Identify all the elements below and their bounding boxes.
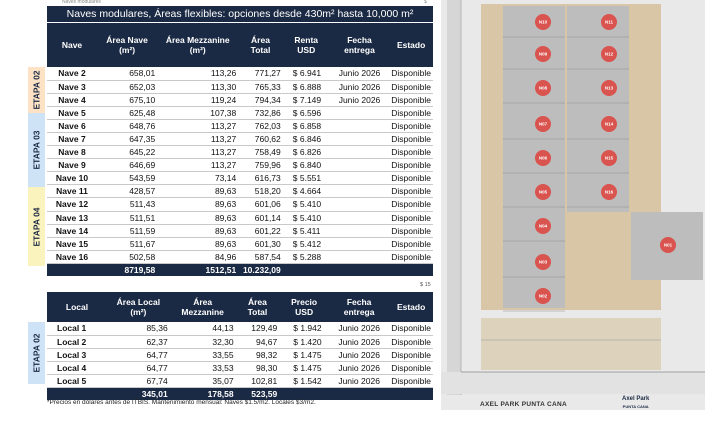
total-cell: 10.232,09 — [238, 263, 283, 276]
table-cell: $ 4.664 — [283, 185, 330, 198]
table-cell: Local 3 — [47, 348, 107, 361]
total-cell: 8719,58 — [97, 263, 157, 276]
svg-text:N07: N07 — [538, 121, 548, 127]
total-cell: 1512,51 — [157, 263, 238, 276]
footnote: *Precios en dólares antes de ITBIS. Mantenimiento mensual: Naves $1.5/m2. Locales $3/m2. — [47, 399, 316, 406]
total-cell — [389, 387, 433, 400]
table-cell: Nave 14 — [47, 224, 97, 237]
table-cell — [330, 172, 390, 185]
total-cell: 523,59 — [236, 387, 280, 400]
table-cell: Nave 3 — [47, 80, 97, 93]
table-row — [47, 93, 433, 106]
table-cell: Junio 2026 — [329, 322, 389, 335]
table-cell: 35,07 — [170, 374, 236, 387]
table-cell: 428,57 — [97, 185, 157, 198]
table-cell: Nave 11 — [47, 185, 97, 198]
svg-text:N12: N12 — [604, 51, 614, 57]
block-left — [503, 6, 565, 308]
table-cell — [330, 211, 390, 224]
table-cell: 616,73 — [238, 172, 283, 185]
table-row — [47, 198, 433, 211]
table-cell: Nave 2 — [47, 67, 97, 80]
table-cell: 113,27 — [157, 146, 238, 159]
table-cell: $ 6.941 — [283, 67, 330, 80]
table-cell: Disponible — [389, 211, 433, 224]
table-cell: 33,53 — [170, 361, 236, 374]
total-cell — [47, 387, 107, 400]
table-row — [47, 119, 433, 132]
locales-table — [47, 292, 433, 400]
table-cell — [330, 250, 390, 263]
unit-marker-n10 — [535, 14, 551, 30]
table-cell: 587,54 — [238, 250, 283, 263]
unit-marker-n05 — [535, 184, 551, 200]
table-cell: Local 1 — [47, 322, 107, 335]
table-cell — [330, 106, 390, 119]
unit-marker-n02 — [535, 288, 551, 304]
unit-marker-n16 — [601, 184, 617, 200]
unit-marker-n09 — [535, 46, 551, 62]
svg-text:N10: N10 — [538, 19, 548, 25]
table-cell: $ 5.410 — [283, 211, 330, 224]
table-cell: 647,35 — [97, 132, 157, 145]
totals-row — [47, 387, 433, 400]
table-cell: 113,26 — [157, 67, 238, 80]
table-row — [47, 185, 433, 198]
table-cell: Disponible — [389, 224, 433, 237]
table-cell: Junio 2026 — [329, 335, 389, 348]
table-cell: 94,67 — [236, 335, 280, 348]
axel-park-logo — [622, 396, 649, 410]
table-cell: 107,38 — [157, 106, 238, 119]
table-cell: Disponible — [389, 172, 433, 185]
table-cell: $ 1.475 — [279, 348, 329, 361]
table-cell: $ 1.942 — [279, 322, 329, 335]
table-cell: 732,86 — [238, 106, 283, 119]
site-plan — [441, 0, 705, 410]
svg-text:N09: N09 — [538, 51, 548, 57]
col-header-estado: Estado — [389, 23, 433, 67]
table-cell: Disponible — [389, 185, 433, 198]
table-cell: 759,96 — [238, 159, 283, 172]
table-cell: 84,96 — [157, 250, 238, 263]
etapa-label-04: ETAPA 04 — [28, 187, 45, 266]
table-cell: Disponible — [389, 146, 433, 159]
table-cell: $ 1.542 — [279, 374, 329, 387]
table-cell: Nave 15 — [47, 237, 97, 250]
unit-marker-n08 — [535, 80, 551, 96]
table-cell: Junio 2026 — [330, 80, 390, 93]
table-cell: 601,06 — [238, 198, 283, 211]
svg-text:N05: N05 — [538, 189, 548, 195]
table-cell: 102,81 — [236, 374, 280, 387]
table-cell: 129,49 — [236, 322, 280, 335]
col-header-renta: Renta USD — [283, 23, 330, 67]
table-cell: Local 4 — [47, 361, 107, 374]
table-cell: Nave 10 — [47, 172, 97, 185]
table-cell: 625,48 — [97, 106, 157, 119]
table-cell: Junio 2026 — [330, 67, 390, 80]
svg-text:N16: N16 — [604, 189, 614, 195]
table-cell: $ 5.412 — [283, 237, 330, 250]
col-header-area-nave: Área Nave (m²) — [97, 23, 157, 67]
col-header-area-mezzanine: Área Mezzanine (m²) — [157, 23, 238, 67]
table-cell: 89,63 — [157, 185, 238, 198]
table-cell: Disponible — [389, 348, 433, 361]
table-cell: Disponible — [389, 374, 433, 387]
table-cell: Disponible — [389, 198, 433, 211]
page-title: Naves modulares, Áreas flexibles: opciones desde 430m² hasta 10,000 m² — [47, 6, 433, 22]
table-cell: Disponible — [389, 93, 433, 106]
site-plan-drawing — [441, 0, 705, 410]
table-cell: 64,77 — [107, 361, 170, 374]
table-cell: 113,27 — [157, 159, 238, 172]
unit-marker-n03 — [535, 254, 551, 270]
table-cell: Disponible — [389, 106, 433, 119]
unit-marker-n11 — [601, 14, 617, 30]
table-cell: $ 1.420 — [279, 335, 329, 348]
table-cell: 794,34 — [238, 93, 283, 106]
table-cell: 652,03 — [97, 80, 157, 93]
table-cell: 760,62 — [238, 132, 283, 145]
table-row — [47, 348, 433, 361]
table-cell: Disponible — [389, 361, 433, 374]
table-row — [47, 172, 433, 185]
table-cell: Disponible — [389, 159, 433, 172]
table-cell: Disponible — [389, 322, 433, 335]
table-cell: 762,03 — [238, 119, 283, 132]
table-cell: Local 2 — [47, 335, 107, 348]
table-cell: 119,24 — [157, 93, 238, 106]
table-cell: Disponible — [389, 119, 433, 132]
etapa-label-03: ETAPA 03 — [28, 113, 45, 187]
svg-text:N04: N04 — [538, 223, 548, 229]
total-cell: 345,01 — [107, 387, 170, 400]
unit-marker-n01 — [660, 237, 676, 253]
table-cell: 502,58 — [97, 250, 157, 263]
col-header-nave: Nave — [47, 23, 97, 67]
table-cell: $ 5.410 — [283, 198, 330, 211]
table-row — [47, 159, 433, 172]
table-cell: 85,36 — [107, 322, 170, 335]
svg-text:N03: N03 — [538, 259, 548, 265]
table-cell: Disponible — [389, 250, 433, 263]
svg-text:N02: N02 — [538, 293, 548, 299]
table-cell: 64,77 — [107, 348, 170, 361]
table-cell: 89,63 — [157, 211, 238, 224]
table-row — [47, 106, 433, 119]
tiny-header-mark: $ — [424, 0, 427, 5]
table-cell: Junio 2026 — [330, 93, 390, 106]
table-cell: Nave 12 — [47, 198, 97, 211]
svg-text:N13: N13 — [604, 85, 614, 91]
unit-marker-n15 — [601, 150, 617, 166]
table-cell: 98,32 — [236, 348, 280, 361]
table-cell — [330, 119, 390, 132]
table-cell — [330, 159, 390, 172]
table-cell: 113,27 — [157, 132, 238, 145]
table-cell: $ 5.411 — [283, 224, 330, 237]
table-cell: 511,51 — [97, 211, 157, 224]
table-cell: $ 6.596 — [283, 106, 330, 119]
col-header-area-local: Área Local (m²) — [107, 292, 170, 322]
table-cell: Junio 2026 — [329, 361, 389, 374]
table-cell: 511,43 — [97, 198, 157, 211]
table-cell: 113,27 — [157, 119, 238, 132]
etapa-label-locales: ETAPA 02 — [28, 322, 45, 384]
table-cell: $ 6.826 — [283, 146, 330, 159]
col-header-area-total: Área Total — [236, 292, 280, 322]
table-cell: Nave 7 — [47, 132, 97, 145]
site-plan-caption: AXEL PARK PUNTA CANA — [480, 401, 568, 408]
col-header-area-total: Área Total — [238, 23, 283, 67]
table-cell: $ 7.149 — [283, 93, 330, 106]
table-cell — [330, 198, 390, 211]
table-row — [47, 80, 433, 93]
table-cell: 518,20 — [238, 185, 283, 198]
table-cell: 113,30 — [157, 80, 238, 93]
unit-marker-n13 — [601, 80, 617, 96]
table-cell: Nave 16 — [47, 250, 97, 263]
table-cell: $ 6.858 — [283, 119, 330, 132]
table-cell: Disponible — [389, 67, 433, 80]
table-row — [47, 374, 433, 387]
table-row — [47, 132, 433, 145]
logo-line-2: PUNTA CANA — [622, 404, 649, 409]
table-cell: Disponible — [389, 80, 433, 93]
table-row — [47, 224, 433, 237]
svg-text:N14: N14 — [604, 121, 614, 127]
table-cell: 601,14 — [238, 211, 283, 224]
table-cell: Local 5 — [47, 374, 107, 387]
col-header-precio: Precio USD — [279, 292, 329, 322]
total-cell — [330, 263, 390, 276]
table-row — [47, 146, 433, 159]
table-row — [47, 250, 433, 263]
table-cell: $ 5.551 — [283, 172, 330, 185]
table-cell: 89,63 — [157, 237, 238, 250]
total-cell — [279, 387, 329, 400]
table-cell: $ 6.846 — [283, 132, 330, 145]
table-cell: 675,10 — [97, 93, 157, 106]
table-row — [47, 335, 433, 348]
table-cell: Disponible — [389, 237, 433, 250]
total-cell: 178,58 — [170, 387, 236, 400]
col-header-fecha: Fecha entrega — [330, 23, 390, 67]
table-cell: 645,22 — [97, 146, 157, 159]
table-cell: 62,37 — [107, 335, 170, 348]
table-cell: 511,67 — [97, 237, 157, 250]
unit-marker-n14 — [601, 116, 617, 132]
svg-text:N08: N08 — [538, 85, 548, 91]
table-row — [47, 211, 433, 224]
table-cell: Junio 2026 — [329, 374, 389, 387]
col-header-estado: Estado — [389, 292, 433, 322]
svg-text:N11: N11 — [604, 19, 614, 25]
table-cell — [330, 237, 390, 250]
table-cell: $ 5.288 — [283, 250, 330, 263]
svg-text:N06: N06 — [538, 155, 548, 161]
unit-marker-n12 — [601, 46, 617, 62]
table-cell: 601,22 — [238, 224, 283, 237]
table-row — [47, 322, 433, 335]
table-cell: 33,55 — [170, 348, 236, 361]
table-cell: 543,59 — [97, 172, 157, 185]
unit-marker-n06 — [535, 150, 551, 166]
table-cell: Disponible — [389, 335, 433, 348]
table-cell: Nave 5 — [47, 106, 97, 119]
table-cell: 758,49 — [238, 146, 283, 159]
table-cell: 89,63 — [157, 224, 238, 237]
table-cell: Nave 13 — [47, 211, 97, 224]
table-cell: Nave 9 — [47, 159, 97, 172]
table-cell: 511,59 — [97, 224, 157, 237]
col-header-local: Local — [47, 292, 107, 322]
totals-row — [47, 263, 433, 276]
svg-text:N15: N15 — [604, 155, 614, 161]
naves-table-header — [47, 23, 433, 67]
table-cell: Disponible — [389, 132, 433, 145]
table-cell: 98,30 — [236, 361, 280, 374]
table-cell: 648,76 — [97, 119, 157, 132]
table-cell: 771,27 — [238, 67, 283, 80]
table-cell: $ 1.475 — [279, 361, 329, 374]
unit-marker-n04 — [535, 218, 551, 234]
table-row — [47, 361, 433, 374]
table-cell: 89,63 — [157, 198, 238, 211]
table-cell — [330, 146, 390, 159]
table-cell: Nave 6 — [47, 119, 97, 132]
locales-table-header — [47, 292, 433, 322]
table-row — [47, 67, 433, 80]
table-cell: $ 6.888 — [283, 80, 330, 93]
table-cell: Nave 8 — [47, 146, 97, 159]
logo-line-1: Axel Park — [622, 396, 650, 402]
total-cell — [329, 387, 389, 400]
table-cell: 32,30 — [170, 335, 236, 348]
table-cell: 67,74 — [107, 374, 170, 387]
table-cell: 44,13 — [170, 322, 236, 335]
table-cell: 765,33 — [238, 80, 283, 93]
table-cell: 601,30 — [238, 237, 283, 250]
table-cell: 658,01 — [97, 67, 157, 80]
table-cell: Nave 4 — [47, 93, 97, 106]
table-cell — [330, 132, 390, 145]
naves-table — [47, 23, 433, 276]
table-cell — [330, 224, 390, 237]
table-cell: 73,14 — [157, 172, 238, 185]
page-marker: $ 15 — [420, 282, 431, 288]
col-header-fecha: Fecha entrega — [329, 292, 389, 322]
table-cell: Junio 2026 — [329, 348, 389, 361]
svg-text:N01: N01 — [663, 242, 673, 248]
table-cell: 646,69 — [97, 159, 157, 172]
total-cell — [283, 263, 330, 276]
col-header-area-mezzanine: Área Mezzanine — [170, 292, 236, 322]
total-cell — [389, 263, 433, 276]
total-cell — [47, 263, 97, 276]
table-row — [47, 237, 433, 250]
table-cell — [330, 185, 390, 198]
unit-marker-n07 — [535, 116, 551, 132]
etapa-label-02: ETAPA 02 — [28, 67, 45, 113]
table-cell: $ 6.840 — [283, 159, 330, 172]
tiny-header-text: Naves modulares — [62, 0, 101, 5]
